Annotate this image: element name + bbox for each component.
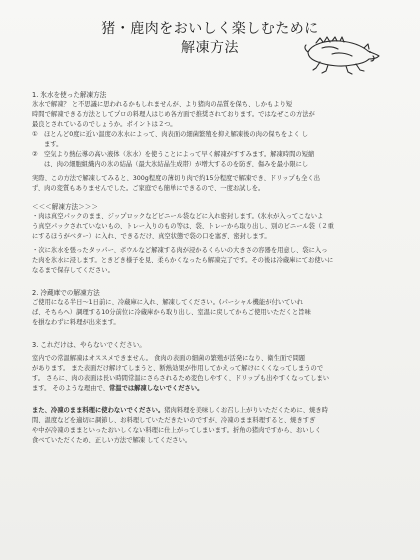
section-2-heading: 2. 冷蔵庫での解凍方法 — [32, 289, 100, 297]
method-step-1-line: う真空パックされていないもの、トレー入りのもの等は、袋、トレーから取り出し、別のビニール袋（２重 — [32, 223, 334, 230]
section-3-line-last — [32, 384, 398, 394]
section-3-heading: 3. これだけは、やらないでください。 — [32, 341, 146, 349]
section-1-intro-line: 最良とされているのでしょうか。ポイントは２つ。 — [32, 121, 177, 128]
section-1-intro-line: 時間で解凍できる方法としてプロの料理人はじめ各方面で推奨されております。ではなぜこの方法が — [32, 111, 315, 118]
method-step-2-line: なるまで保存してください。 — [32, 267, 114, 274]
section-3-emphasis: 常温では解凍しないでください。 — [108, 385, 204, 392]
section-3-line: があります。 また表面だけ解けてしまうと、断熱効果が作用してかえって解けにくくなってしまうので — [32, 365, 324, 372]
title-line-1: 猪・鹿肉をおいしく楽しむために — [101, 21, 319, 37]
closing-line: や中が冷凍のままといったおいしくない料理に仕上がってしまいます。折角の猪肉ですから、おいしく — [32, 427, 322, 434]
point-2-line: は、肉の細胞組織内の氷の結晶（最大氷結晶生成帯）が増大するのを防ぎ、傷みを最小限にし — [44, 161, 309, 168]
boar-illustration — [302, 34, 382, 76]
document-body — [32, 90, 398, 446]
section-1-intro-line: 氷水で解凍？ と不思議に思われるかもしれませんが、より猪肉の品質を保ち、しかもより短 — [32, 101, 293, 108]
title-line-2: 解凍方法 — [181, 40, 239, 56]
section-3-line: 室内での常温解凍はオススメできません。 食肉の表面の細菌の繁殖が活発になり、衛生面で問題 — [32, 355, 306, 362]
section-3-line: す。 さらに、肉の表面は長い時間常温にさらされるため変色しやすく、ドリップも出やすくなってしまい — [32, 375, 330, 382]
closing-emphasis: また、冷凍のまま料理に使わないでください。 — [32, 407, 165, 414]
closing-line: 間、温度などを適切に調節し、お料理していただきたいのですが、冷凍のまま料理すると、焼きすぎ — [32, 417, 316, 424]
section-1-heading: 1. 氷水を使った解凍方法 — [32, 91, 107, 99]
section-2-line: を損なわずに料理が出来ます。 — [32, 319, 120, 326]
method-step-2-line: た肉を氷水に浸します。ときどき様子を見、柔らかくなったら解凍完了です。その後は冷蔵庫にてお使いに — [32, 257, 334, 264]
closing-first-line — [32, 406, 398, 416]
point-2-line: 空気より熱伝導の高い液体（氷水）を使うことによって早く解凍がすすみます。解凍時間の短縮 — [44, 151, 315, 158]
section-2-line: ご使用になる半日～1日前に、冷蔵庫に入れ、解凍してください。(パーシャル機能が付いていれ — [32, 299, 304, 306]
method-step-1-line: にするほうがベター）に入れ、できるだけ、真空状態で袋の口を塞ぎ、密封します。 — [32, 233, 271, 240]
section-1-note-line: 実際、この方法で解凍してみると、300g程度の薄切り肉で約15分程度で解凍でき、ドリップも全く出 — [32, 175, 320, 182]
closing-line: 食べていただくため、正しい方法で解凍 してください。 — [32, 437, 192, 444]
section-1-note-line: ず、肉の変質もありませんでした。ご家庭でも簡単にできるので、一度お試しを。 — [32, 185, 265, 192]
point-1-line: ほとんど0度に近い温度の氷水によって、肉表面の細菌繁殖を抑え解凍後の肉の保ちをよく し — [44, 131, 309, 138]
section-3-lead: ます。 そのような理由で、 — [32, 385, 109, 392]
point-1-number: ① — [32, 131, 38, 138]
closing-first-rest: 猪肉料理を美味しくお召し上がりいただくために、焼き時 — [164, 407, 328, 414]
point-1 — [32, 130, 398, 150]
section-2-line: ば、そちらへ）調理する10分前位に冷蔵庫から取り出し、室温に戻してからご使用いただくと旨味 — [32, 309, 311, 316]
method-step-2-line: ・次に氷水を張ったタッパー、ボウルなど解凍する肉が浸かるくらいの大きさの容器を用意し、袋に入っ — [32, 247, 328, 254]
point-2-number: ② — [32, 151, 38, 158]
method-step-1-line: ・肉は真空パックのまま、ジップロックなどビニール袋などに入れ密封します。(氷水が入ってこないよ — [32, 213, 324, 220]
method-heading: ＜＜＜解凍方法＞＞＞ — [32, 203, 98, 211]
point-2 — [32, 150, 398, 170]
point-1-line: ます。 — [44, 141, 63, 148]
